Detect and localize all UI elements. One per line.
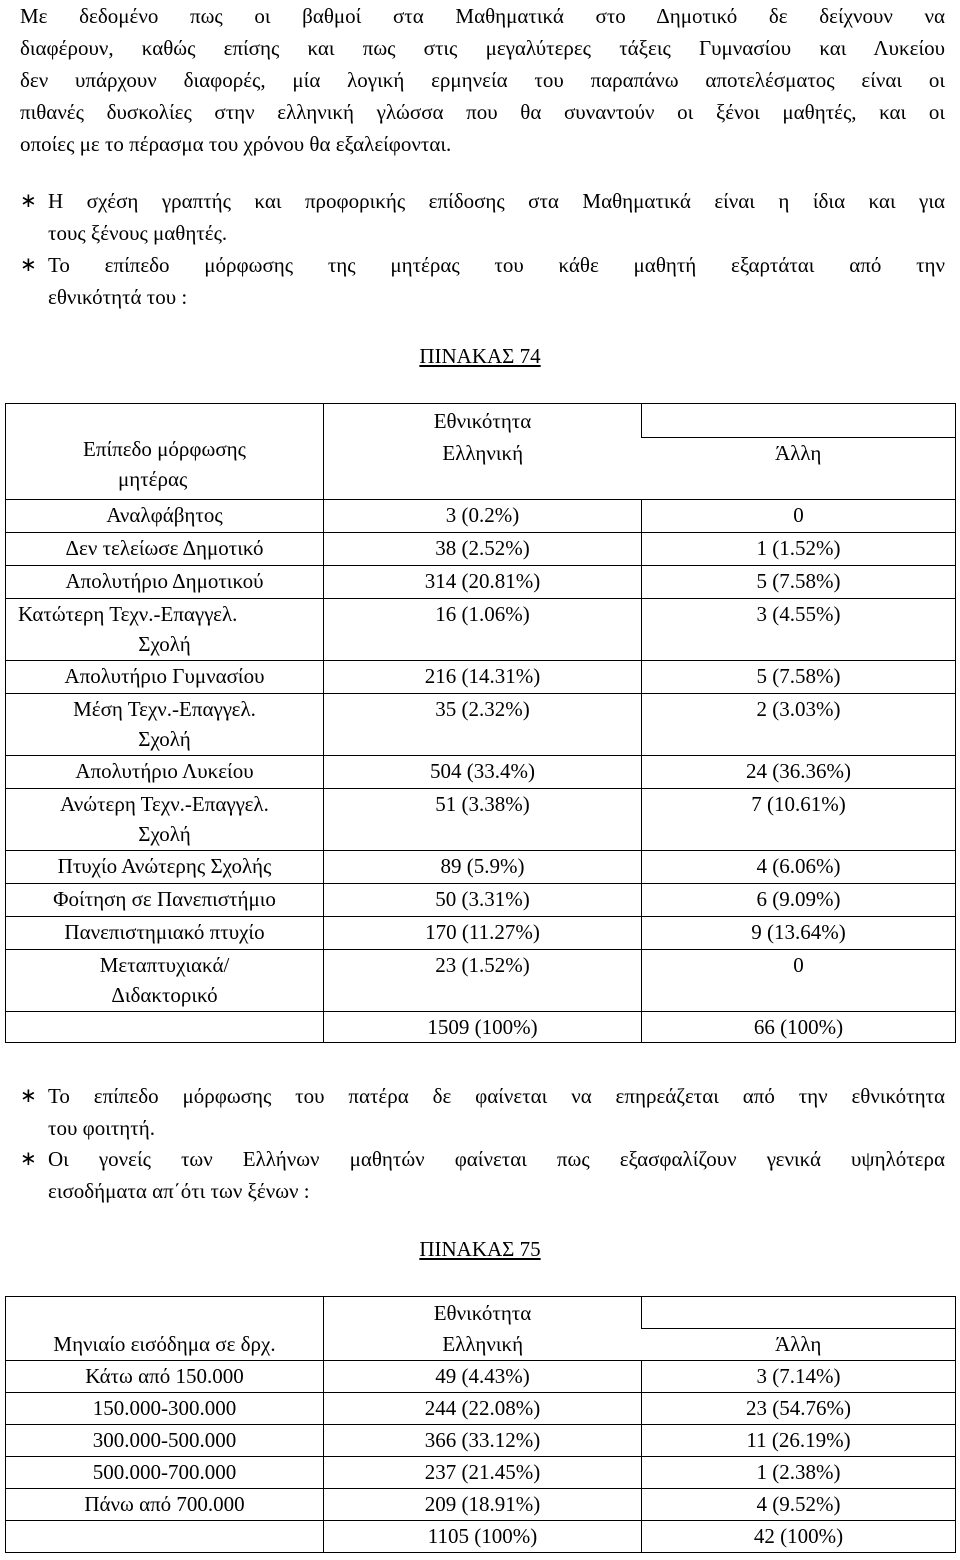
row-label	[6, 950, 324, 1012]
cell-other: 1 (1.52%)	[642, 533, 956, 566]
row-label-line: Σχολή	[138, 727, 191, 751]
table-row	[6, 694, 956, 756]
cell-other: 4 (6.06%)	[642, 851, 956, 884]
cell-greek: 38 (2.52%)	[324, 533, 642, 566]
cell-greek: 209 (18.91%)	[324, 1489, 642, 1521]
row-label-line: Μεταπτυχιακά/	[99, 953, 230, 977]
cell-other: 6 (9.09%)	[642, 884, 956, 917]
table-row	[6, 789, 956, 851]
table-row	[6, 533, 956, 566]
table-row	[6, 1393, 956, 1425]
table-row	[6, 500, 956, 533]
bullet-star-icon: ∗	[20, 1085, 37, 1107]
row-label-line: Ανώτερη Τεχν.-Επαγγελ.	[60, 792, 269, 816]
cell-other: 0	[642, 500, 956, 533]
bullet-line: Η σχέση γραπτής και προφορικής επίδοσης στα Μαθηματικά είναι η ίδια και για	[48, 189, 945, 213]
row-label: Απολυτήριο Λυκείου	[6, 756, 324, 789]
row-header-line: μητέρας	[118, 467, 188, 491]
col-header-greek: Ελληνική	[442, 441, 524, 465]
bullet-line: του φοιτητή.	[48, 1116, 155, 1140]
cell-greek: 237 (21.45%)	[324, 1457, 642, 1489]
cell-other: 23 (54.76%)	[642, 1393, 956, 1425]
cell-other: 11 (26.19%)	[642, 1425, 956, 1457]
row-header-line: Επίπεδο μόρφωσης	[83, 437, 246, 461]
intro-line: διαφέρουν, καθώς επίσης και πως στις μεγαλύτερες τάξεις Γυμνασίου και Λυκείου	[20, 36, 945, 60]
row-label: Πτυχίο Ανώτερης Σχολής	[6, 851, 324, 884]
table-row	[6, 661, 956, 694]
bullet-line: Οι γονείς των Ελλήνων μαθητών φαίνεται πως εξασφαλίζουν γενικά υψηλότερα	[48, 1147, 945, 1171]
cell-other: 3 (4.55%)	[642, 599, 956, 661]
bullet-line: εθνικότητά του :	[48, 285, 188, 309]
row-label: Φοίτηση σε Πανεπιστήμιο	[6, 884, 324, 917]
total-greek: 1509 (100%)	[324, 1012, 642, 1043]
cell-greek: 366 (33.12%)	[324, 1425, 642, 1457]
row-label: Κάτω από 150.000	[6, 1361, 324, 1393]
row-label-line: Σχολή	[138, 632, 191, 656]
cell-other: 3 (7.14%)	[642, 1361, 956, 1393]
row-label: 500.000-700.000	[6, 1457, 324, 1489]
row-label-line: Διδακτορικό	[111, 983, 218, 1007]
table-row	[6, 1457, 956, 1489]
cell-greek: 244 (22.08%)	[324, 1393, 642, 1425]
table-header-row	[6, 404, 956, 500]
row-label: Πάνω από 700.000	[6, 1489, 324, 1521]
table-total-row	[6, 1521, 956, 1553]
row-label: Δεν τελείωσε Δημοτικό	[6, 533, 324, 566]
cell-greek: 314 (20.81%)	[324, 566, 642, 599]
intro-paragraph	[20, 0, 945, 160]
row-label	[6, 789, 324, 851]
cell-other: 4 (9.52%)	[642, 1489, 956, 1521]
bullet-line: τους ξένους μαθητές.	[48, 221, 228, 245]
table-row	[6, 566, 956, 599]
cell-greek: 3 (0.2%)	[324, 500, 642, 533]
cell-other: 5 (7.58%)	[642, 566, 956, 599]
intro-line: δεν υπάρχουν διαφορές, μία λογική ερμηνεία του παραπάνω αποτελέσματος είναι οι	[20, 68, 945, 92]
table-row	[6, 884, 956, 917]
bullet-star-icon: ∗	[20, 1148, 37, 1170]
total-label	[6, 1521, 324, 1553]
table-row	[6, 599, 956, 661]
table-row	[6, 1425, 956, 1457]
nationality-header-cell	[324, 1297, 956, 1361]
cell-other: 7 (10.61%)	[642, 789, 956, 851]
row-label: Απολυτήριο Δημοτικού	[6, 566, 324, 599]
group-header: Εθνικότητα	[433, 1301, 532, 1325]
table-75	[5, 1296, 956, 1553]
cell-greek: 35 (2.32%)	[324, 694, 642, 756]
cell-greek: 16 (1.06%)	[324, 599, 642, 661]
row-label	[6, 599, 324, 661]
row-header-cell	[6, 1297, 324, 1361]
total-greek: 1105 (100%)	[324, 1521, 642, 1553]
bullet-line: εισοδήματα απ΄ότι των ξένων :	[48, 1179, 310, 1203]
table-header-row	[6, 1297, 956, 1361]
cell-greek: 504 (33.4%)	[324, 756, 642, 789]
cell-other: 9 (13.64%)	[642, 917, 956, 950]
cell-other: 5 (7.58%)	[642, 661, 956, 694]
col-header-greek: Ελληνική	[442, 1332, 524, 1356]
table-row	[6, 851, 956, 884]
cell-greek: 50 (3.31%)	[324, 884, 642, 917]
cell-greek: 216 (14.31%)	[324, 661, 642, 694]
row-header-label: Μηνιαίο εισόδημα σε δρχ.	[53, 1332, 276, 1356]
row-label-line: Κατώτερη Τεχν.-Επαγγελ.	[18, 602, 238, 626]
row-label	[6, 694, 324, 756]
table-74-title: ΠΙΝΑΚΑΣ 74	[419, 344, 541, 368]
total-other: 66 (100%)	[642, 1012, 956, 1043]
cell-greek: 89 (5.9%)	[324, 851, 642, 884]
bullet-star-icon: ∗	[20, 190, 37, 212]
bullet-star-icon: ∗	[20, 254, 37, 276]
table-row	[6, 1489, 956, 1521]
table-row	[6, 950, 956, 1012]
total-label	[6, 1012, 324, 1043]
bullet-line: Το επίπεδο μόρφωσης της μητέρας του κάθε μαθητή εξαρτάται από την	[48, 253, 945, 277]
row-label: 300.000-500.000	[6, 1425, 324, 1457]
cell-other: 2 (3.03%)	[642, 694, 956, 756]
table-74	[5, 403, 956, 1043]
table-total-row	[6, 1012, 956, 1043]
cell-other: 0	[642, 950, 956, 1012]
row-label-line: Σχολή	[138, 822, 191, 846]
intro-line: οποίες με το πέρασμα του χρόνου θα εξαλείφονται.	[20, 132, 452, 156]
group-header: Εθνικότητα	[433, 409, 532, 433]
col-header-other: Άλλη	[775, 441, 822, 465]
nationality-header-cell	[324, 404, 956, 500]
table-75-title: ΠΙΝΑΚΑΣ 75	[419, 1237, 541, 1261]
table-row	[6, 756, 956, 789]
row-label: 150.000-300.000	[6, 1393, 324, 1425]
col-header-other: Άλλη	[775, 1332, 822, 1356]
table-row	[6, 1361, 956, 1393]
intro-line: πιθανές δυσκολίες στην ελληνική γλώσσα που θα συναντούν οι ξένοι μαθητές, και οι	[20, 100, 945, 124]
total-other: 42 (100%)	[642, 1521, 956, 1553]
cell-greek: 23 (1.52%)	[324, 950, 642, 1012]
cell-greek: 49 (4.43%)	[324, 1361, 642, 1393]
bullet-line: Το επίπεδο μόρφωσης του πατέρα δε φαίνεται να επηρεάζεται από την εθνικότητα	[48, 1084, 945, 1108]
cell-greek: 170 (11.27%)	[324, 917, 642, 950]
row-label-line: Μέση Τεχν.-Επαγγελ.	[73, 697, 256, 721]
cell-other: 1 (2.38%)	[642, 1457, 956, 1489]
cell-other: 24 (36.36%)	[642, 756, 956, 789]
row-label: Απολυτήριο Γυμνασίου	[6, 661, 324, 694]
cell-greek: 51 (3.38%)	[324, 789, 642, 851]
intro-line: Με δεδομένο πως οι βαθμοί στα Μαθηματικά στο Δημοτικό δε δείχνουν να	[20, 4, 945, 28]
table-row	[6, 917, 956, 950]
row-header-cell	[6, 404, 324, 500]
row-label: Αναλφάβητος	[6, 500, 324, 533]
row-label: Πανεπιστημιακό πτυχίο	[6, 917, 324, 950]
